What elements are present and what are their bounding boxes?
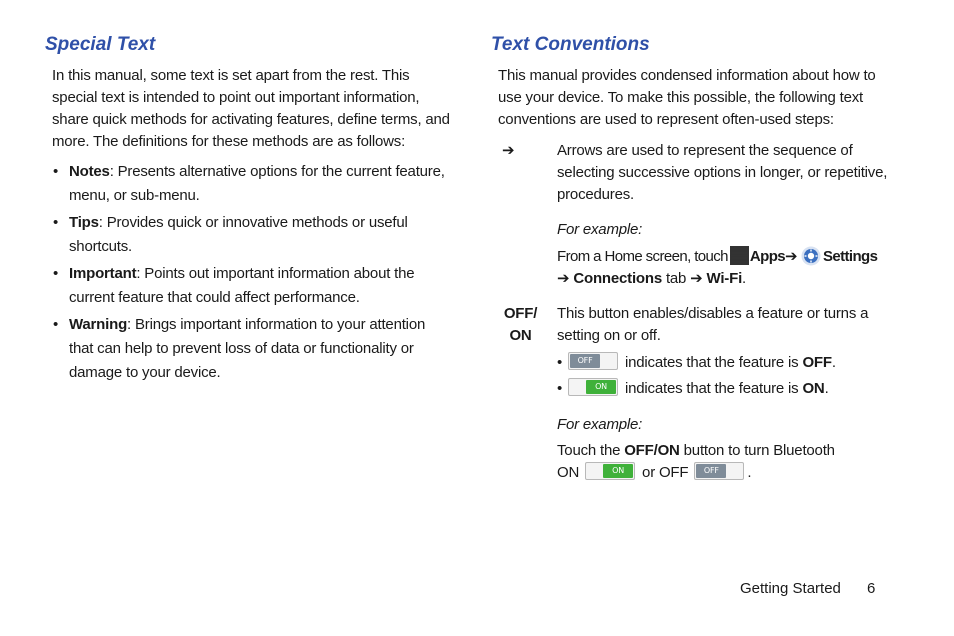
footer-section-name: Getting Started	[740, 580, 841, 597]
off-toggle: OFF	[694, 462, 744, 480]
list-item: • Important: Points out important information about the current feature that could affect performance.	[53, 265, 415, 306]
list-item: • Tips: Provides quick or innovative methods or useful shortcuts.	[53, 214, 408, 255]
arrow-term: ➔	[502, 142, 515, 159]
special-text-heading: Special Text	[45, 34, 156, 55]
off-indicator-item: • OFF indicates that the feature is OFF.	[557, 354, 836, 371]
example-bluetooth-line: Touch the OFF/ON button to turn Bluetooth	[557, 442, 835, 459]
list-item: • Warning: Brings important information to your attention that can help to prevent loss of data or functionality or damage to your device.	[53, 316, 426, 381]
example-connections-wifi: ➔ Connections tab ➔ Wi-Fi.	[557, 270, 747, 287]
text-conventions-heading: Text Conventions	[491, 34, 650, 55]
example-bluetooth-toggles: ON ON or OFF OFF .	[557, 464, 752, 481]
offon-term: OFF/ ON	[503, 305, 538, 344]
list-item: • Notes: Presents alternative options for the current feature, menu, or sub-menu.	[53, 163, 445, 204]
special-text-intro: In this manual, some text is set apart from the rest. This special text is intended to point out important information, share quick methods for activating features, define terms, and more. The definitions for these methods are as follows:	[52, 67, 450, 150]
example-label: For example:	[557, 416, 643, 433]
example-label: For example:	[557, 221, 643, 238]
offon-description: This button enables/disables a feature or turns a setting on or off.	[557, 305, 869, 344]
example-apps-settings: From a Home screen, touch Apps➔ Settings	[557, 248, 878, 265]
settings-gear-icon	[801, 246, 821, 266]
special-text-list	[53, 160, 448, 388]
on-toggle: ON	[568, 378, 618, 396]
page-number: 6	[867, 580, 876, 597]
on-indicator-item: • ON indicates that the feature is ON.	[557, 380, 829, 397]
on-toggle: ON	[585, 462, 635, 480]
arrow-description: Arrows are used to represent the sequence of selecting successive options in longer, or repetitive, procedures.	[557, 142, 888, 203]
offon-convention	[498, 303, 898, 353]
arrow-convention	[498, 140, 898, 210]
text-conventions-intro: This manual provides condensed information about how to use your device. To make this possible, the following text conventions are used to represent often-used steps:	[498, 67, 876, 128]
off-toggle: OFF	[568, 352, 618, 370]
apps-grid-icon	[730, 246, 749, 265]
